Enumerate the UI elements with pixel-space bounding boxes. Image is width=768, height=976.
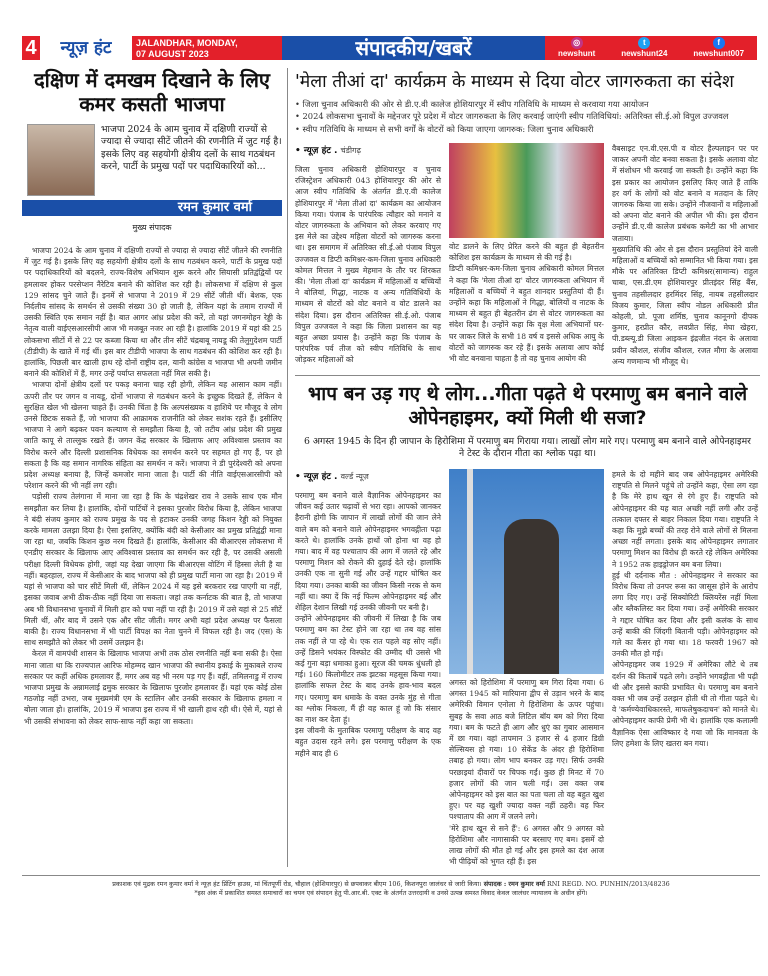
editorial-intro: भाजपा 2024 के आम चुनाव में दक्षिणी राज्यों से ज्यादा से ज्यादा सीटें जीतने की रणनीति में जुट गई है। इसके लिए वह सहयोगी क्षेत्रीय दलों के साथ गठबंधन करने, पार्टी के प्रमुख पदों पर पदाधिकारियों को... (101, 124, 282, 172)
column-divider (287, 68, 288, 867)
date-line2: 07 AUGUST 2023 (136, 49, 209, 59)
social-facebook[interactable] (693, 37, 744, 60)
story2-subtitle: 6 अगस्त 1945 के दिन ही जापान के हिरोशिमा में परमाणु बम गिराया गया। लाखों लोग मारे गए। परमाणु बम बनाने वाले ओपेनहाइमर ने टेस्ट के दौरान गीता का श्लोक पढ़ा था। (304, 435, 751, 460)
editorial-column (22, 68, 282, 867)
author-name: रमन कुमार वर्मा (22, 200, 282, 216)
social-handle: newshunt (557, 49, 596, 58)
paragraph: पड़ोसी राज्य तेलंगाना में माना जा रहा है कि के चंद्रशेखर राव ने उसके साथ एक मौन समझौता कर लिया है। हालांकि, दोनों पार्टियों ने इसका पुरजोर विरोध किया है, लेकिन भाजपा ने बंदी संजय कुमार को राज्य प्रमुख के पद से हटाकर उनकी जगह किशन रेड्डी को नियुक्त करके मामला उलझा दिया है। ऐसा इसलिए, क्योंकि बंदी को केसीआर का प्रमुख प्रतिद्वंद्वी माना जा रहा था, जबकि किशन कुछ नरम दिखते हैं। हालांकि, केसीआर की बीआरएस लोकसभा में एनडीए सरकार के खिलाफ आए अविश्वास प्रस्ताव का समर्थन कर रही है, पर उसकी असली परीक्षा दिल्ली विधेयक होगी, जहां यह देखा जाएगा कि बीआरएस वोटिंग में हिस्सा लेती है या नहीं। बहरहाल, राज्य में केसीआर के बाद भाजपा को ही प्रमुख पार्टी माना जा रहा है। 2019 में यहां से भाजपा को चार सीटें मिली थीं, लेकिन 2024 में यह इसे बरकरार रख पाएगी या नहीं, इसका जवाब अभी ठीक-ठीक नहीं दिया जा सकता। जहां तक कर्नाटक की बात है, तो भाजपा अब भी विधानसभा चुनावों में मिली हार को पचा नहीं पा रही है। 2019 में उसे यहां से 25 सीटें मिली थीं, और बाद में उसने एक और सीट जीती। मगर अभी यहां प्रदेश अध्यक्ष पर फैसला बाकी है। राज्य विधानसभा में भी पार्टी विपक्ष का नेता चुनने में विफल रही है। जद (एस) के साथ समझौते को लेकर भी उसमें उलझन है। (24, 492, 282, 648)
masthead (22, 36, 757, 60)
story2-col2: अगस्त को हिरोशिमा में परमाणु बम गिरा दिया गया। 6 अगस्त 1945 को मारियाना द्वीप से उड़ान भरने के बाद अमेरिकी विमान एनोला गे हिरोशिमा के ऊपर पहुंचा। सुबह के सवा आठ बजे लिटिल बॉय बम को गिरा दिया गया। बम के फटते ही आग और धुएं का गुबार आसमान में छा गया। वहां तापमान 3 हजार से 4 हजार डिग्री सेल्सियस हो गया। 10 सेकेंड के अंदर ही हिरोशिमा तबाह हो गया। लोग भाप बनकर उड़ गए। सिर्फ उनकी परछाइयां दीवारों पर चिपक गईं। कुछ ही मिनट में 70 हजार लोगों की जान चली गई। उस वक्त जब ओपेनहाइमर को इस बात का पता चला तो वह बहुत खुश हुए। पर यह खुशी ज्यादा वक्त नहीं ठहरी। वह फिर पश्चाताप की आग में जलने लगे। 'मेरे हाथ खून से सने हैं': 6 अगस्त और 9 अगस्त को हिरोशिमा और नागासाकी पर बरसाए गए बम। इसमें दो लाख लोगों की मौत हो गई और इस हमले का दंश आज भी पीढ़ियों को भुगत रही हैं। इस (449, 677, 604, 867)
social-links (545, 36, 757, 60)
story2-photo (449, 469, 604, 674)
story1-headline: 'मेला तीआं दा' कार्यक्रम के माध्यम से दिया वोटर जागरुकता का संदेश (295, 72, 734, 92)
story1-photo (449, 143, 604, 238)
paragraph: भाजपा 2024 के आम चुनाव में दक्षिणी राज्यों से ज्यादा से ज्यादा सीटें जीतने की रणनीति में जुट गई है। इसके लिए वह सहयोगी क्षेत्रीय दलों के साथ गठबंधन करने, पार्टी के प्रमुख पदों पर पदाधिकारियों को बदलने, राज्य-विशेष अभियान शुरू करने और सियासी प्रतिद्वंद्वियों पर हमलावर होकर परसेप्शन नैरेटिव बनाने की कोशिश कर रही है। लोकसभा में दक्षिण से कुल 129 सांसद चुने जाते हैं। इनमें से भाजपा ने 2019 में 29 सीटें जीती थीं। बेशक, एक निर्दलीय सांसद के समर्थन से उसकी संख्या 30 हो जाती है, लेकिन यहां के तमाम राज्यों में उसकी स्थिति एक समान नहीं है। बात आगर आंध्र प्रदेश की करें, तो यहां जगनमोहन रेड्डी के नेतृत्व वाली वाईएसआरसीपी आज भी मजबूत नजर आ रही है। हालांकि 2019 में यहां की 25 लोकसभा सीटों में से 22 पर कब्जा किया था और तीन सीटें चंद्रबाबू नायडू की तेलुगुदेशम पार्टी (टीडीपी) के खाते में गई थीं। इस बार टीडीपी भाजपा के साथ गठबंधन की कोशिश कर रही है। हालांकि, पिछली बार खाली हाथ रहे दोनों राष्ट्रीय दल, यानी कांग्रेस व भाजपा भी अपनी जमीन बनाने की कोशिशें में हैं, मगर उन्हें पर्याप्त सफलता नहीं मिल सकी है। (24, 246, 282, 379)
page-content (22, 68, 760, 867)
pole (467, 469, 473, 674)
figure-silhouette (504, 519, 559, 674)
bullet: • जिला चुनाव अधिकारी की ओर से डी.ए.वी कालेज होशियारपुर में स्वीप गतिविधि के माध्यम से करवाया गया आयोजन (295, 99, 649, 109)
author-title: मुख्य संपादक (132, 223, 172, 232)
paragraph: केरल में वामपंथी शासन के खिलाफ भाजपा अभी तक ठोस रणनीति नहीं बना सकी है। ऐसा माना जाता था कि राज्यपाल आरिफ मोहम्मद खान भाजपा की स्थानीय इकाई के मुकाबले राज्य सरकार पर कहीं अधिक हमलावर हैं, मगर अब वह भी नरम पड़ गए हैं। वहीं, तमिलनाडु में राज्य भाजपा प्रमुख के अन्नामलाई द्रमुक सरकार के खिलाफ पुरजोर हमलावर हैं। यहां एक कोई ठोस गठजोड़ नहीं उभरा, जब मुख्यमंत्री एम के स्टालिन और उनकी सरकार के खिलाफ हमला न बोला जाता हो। हालांकि, 2019 में भाजपा इस राज्य में भी खाली हाथ रही थी। ऐसे में, यहां से भी उसकी संभावना को लेकर साफ-साफ नहीं कहा जा सकता। (24, 649, 282, 726)
social-handle: newshunt007 (693, 49, 745, 58)
brand-logo: न्यूज़ हंट (40, 36, 132, 60)
story1-col3: वैबसाइट एन.वी.एस.पी व वोटर हैल्पलाइन पर पर जाकर अपनी वोट बनवा सकता है। इसके अलावा वोट में संशोधन भी करवाई जा सकती है। उन्होंने कहा कि इस प्रकार का आयोजन इसलिए किए जाते हैं ताकि हर वर्ग के लोगों को वोट बनाने व मतदान के लिए जागरुक किया जा सके। उन्होंने नौजवानों व महिलाओं को अपना वोट बनाने की अपील भी की। इस दौरान उन्होंने डी.ए.वी कालेज प्रबंधक कमेटी का भी आभार जताया। मुख्यातिथि की ओर से इस दौरान प्रस्तुतियां देने वाली महिलाओं व बच्चियों को सम्मानित भी किया गया। इस मौके पर अतिरिक्त डिप्टी कमिश्नर(सामान्य) राहुल चाबा, एस.डी.एम होशियारपुर प्रीतइंदर सिंह बैंस, चुनाव तहसीलदार हरमिंदर सिंह, नायब तहसीलदार विजय कुमार, जिला स्वीप नोडल अधिकारी प्रीत कोहली, प्रो. पूजा शर्मिष्ठ, चुनाव कानूनगो दीपक कुमार, हरप्रीत कौर, लवप्रीत सिंह, मेघा खेहरा, पी.डब्ल्यू.डी जिला आइकन इंद्रजीत नंदन के अलावा प्रवीन कौशल, संजीव कौशल, रजत मौगा के अलावा अन्य गणमान्य भी मौजूद थे। (612, 143, 758, 366)
editorial-headline: दक्षिण में दमखम दिखाने के लिए कमर कसती भाजपा (34, 68, 270, 116)
date-line1: JALANDHAR, MONDAY, (136, 38, 238, 48)
twitter-icon: t (638, 37, 650, 49)
story1-col1: जिला चुनाव अधिकारी होशियारपुर व चुनाव रजिस्ट्रेशन अधिकारी 043 होशियारपुर की ओर से आज स्वीप गतिविधि के अंतर्गत डी.ए.वी कालेज होशियारपुर में 'मेला तीआं दा' कार्यक्रम का आयोजन किया गया। पंजाब के पारंपरिक त्यौहार को मनाने व वोटर जागरुकता के अभियान को लेकर करवाए गए इस मेले का उद्देश्य महिला वोटरों को जागरुक करना था। इस समागम में अतिरिक्त सी.ई.ओ पंजाब विपुल उज्जवल व डिप्टी कमिश्नर-कम-जिला चुनाव अधिकारी कोमल मित्तल ने मुख्य मेहमान के तौर पर शिरकत की। 'मेला तीआं दा' कार्यक्रम में महिलाओं व बच्चियों ने बोलियां, गिद्धा, नाटक व अन्य गतिविधियों के माध्यम से वोटरों को वोट बनाने व वोट डालने का संदेश दिया। इस दौरान अतिरिक्त सी.ई.ओ. पंजाब विपुल उज्जवल ने कहा कि जिला प्रशासन का यह बहुत अच्छा प्रयास है। उन्होंने कहा कि पंजाब के पारंपरिक पर्व तीज को स्वीप गतिविधि के साथ जोड़कर महिलाओं को (295, 164, 441, 365)
instagram-icon: ◎ (571, 37, 583, 49)
story1-columns (295, 143, 760, 367)
news-column (295, 68, 760, 867)
story1-byline: • न्यूज़ हंट . चंडीगढ़ (295, 145, 362, 156)
story2-headline: भाप बन उड़ गए थे लोग...गीता पढ़ते थे परमाणु बम बनाने वाले ओपेनहाइमर, क्यों मिली थी सजा? (307, 382, 748, 429)
editorial-body (22, 245, 282, 727)
page-number: 4 (22, 36, 40, 60)
imprint (22, 875, 760, 898)
imprint-line2: *इस अंक में प्रकाशित समस्त समाचारों का चयन एवं संपादन हेतु पी.आर.बी. एक्ट के अंतर्गत उत्तरदायी व उनसे उत्पन्न समस्त विवाद केवल जालंधर न्यायालय के अधीन होंगे। (194, 889, 588, 898)
story1-col2: वोट डालने के लिए प्रेरित करने की बहुत ही बेहतरीन कोशिश इस कार्यक्रम के माध्यम से की गई है। डिप्टी कमिश्नर-कम-जिला चुनाव अधिकारी कोमल मित्तल ने कहा कि 'मेला तीआं दा' वोटर जागरुकता अभियान में महिलाओं व बच्चियों ने बहुत शानदार प्रस्तुतियां दी हैं। उन्होंने कहा कि महिलाओं ने गिद्धा, बोलियों व नाटक के माध्यम से बहुत ही बेहतरीन ढंग से वोटर जागरुकता का संदेश दिया है। उन्होंने कहा कि वृक्ष मेला अभियानों घर-घर जाकर जिले के सभी 18 वर्ष व इससे अधिक आयु के वोटरों को जागरुक कर रहे हैं। इसके अलावा आप कोई भी वोट बनवाना चाहता है तो वह चुनाव आयोग की (449, 241, 604, 363)
bullet: • स्वीप गतिविधि के माध्यम से सभी वर्गों के वोटरों को किया जाएगा जागरुक: जिला चुनाव अधिकारी (295, 123, 594, 134)
paragraph: भाजपा दोनों क्षेत्रीय दलों पर पकड़ बनाना चाह रही होगी, लेकिन यह आसान काम नहीं। ऊपरी तौर पर जगन व नायडू, दोनों भाजपा से गठबंधन करने के इच्छुक दिखते हैं, लेकिन वे सुरक्षित खेल भी खेलना चाहते हैं। उनकी चिंता है कि अल्पसंख्यक व हाशिये पर मौजूद वे लोग उनसे छिटक सकते हैं, जो भाजपा की आक्रामक राजनीति को लेकर सशंक रहते हैं। इसीलिए भाजपा ने आगे बढ़कर पवन कल्याण से समझौता किया है, जो तटीय आंध्र प्रदेश की प्रमुख जाति कापू से ताल्लुक रखते हैं। जगन केंद्र सरकार के खिलाफ आए अविश्वास प्रस्ताव का विरोध करने और दिल्ली प्रशासनिक विधेयक का समर्थन करने पर सहमत हो गए हैं, पर हो सकता है कि वह समान नागरिक संहिता का समर्थन न करें। भाजपा ने डी पुरंदेश्वरी को अपना प्रदेश अध्यक्ष बनाया है, जिन्हें कमजोर माना जाता है। पार्टी की नीति वाईएसआरसीपी को परेशान करने की भी नहीं लग रही। (24, 380, 282, 491)
story2-byline: • न्यूज़ हंट . वर्ल्ड न्यूज़ (295, 471, 369, 482)
imprint-line1: प्रकाशक एवं मुद्रक रमन कुमार वर्मा ने न्यूज़ हंट प्रिंटिंग हाउस, मां चिंतपूर्णी रोड, चौहाल (होशियारपुर) से छपवाकर बीएम 106, किशनपुरा जालंधर से जारी किया। संपादक : रमन कुमार वर्मा RNI REGD. NO. PUNHIN/2013/48236 (112, 880, 670, 889)
story2-col1: परमाणु बम बनाने वाले वैज्ञानिक ओपेनहाइमर का जीवन कई उतार चढ़ावों से भरा रहा। आपको जानकर हैरानी होगी कि जापान में लाखों लोगों की जान लेने वाले बम को बनाने वाले ओपेनहाइमर भगवद्गीता पढ़ा करते थे। हालांकि उनके हाथों जो होना था वह हो गया। बाद में वह पश्चाताप की आग में जलते रहे और परमाणु मिशन को रोकने की दुहाई देते रहे। हालांकि उनकी एक ना सुनी गई और उन्हें गद्दार घोषित कर दिया गया। उनका बाकी का जीवन किसी नरक से कम नहीं था। क्या दें कि नई फिल्म ओपेनहाइमर बई और शेहिल देशान लिखी गई उनकी जीवनी पर बनी है। उन्होंने ओपेनहाइमर की जीवनी में लिखा है कि जब परमाणु बम का टेस्ट होने जा रहा था तब वह सांस तक नहीं ले पा रहे थे। एक रात पहले वह सोए नहीं। उन्हें डिसने भयंकर विस्फोट की उम्मीद थी उससे भी कई गुना बड़ा धमाका हुआ। सूरज की चमक धुंधली हो गई। 160 किलोमीटर तक झटका महसूस किया गया। हालांकि सफल टेस्ट के बाद उनके हाव-भाव बदल गए। परमाणु बम धमाके के वक्त उनके मुंह से गीता का श्लोक निकला, मैं ही वह काल हूं जो कि संसार का नाश कर देता हूं। इस जीवनी के मुताबिक परमाणु परीक्षण के बाद वह बहुत उदास रहने लगे। इस परमाणु परीक्षण के एक महीने बाद ही 6 (295, 490, 441, 758)
section-title: संपादकीय/खबरें (282, 36, 545, 60)
bullet: • 2024 लोकसभा चुनावों के मद्देनजर पूरे प्रदेश में वोटर जागरुकता के लिए करवाई जाएंगी स्वीप गतिविधियां: अतिरिक्त सी.ई.ओ विपुल उज्जवल (295, 111, 729, 122)
social-handle: newshunt24 (621, 49, 668, 58)
editorial-intro-box (22, 124, 282, 196)
story1-bullets (295, 98, 760, 135)
story2-columns (295, 469, 760, 867)
social-twitter[interactable] (621, 37, 667, 60)
author-photo (27, 124, 95, 196)
social-instagram[interactable] (558, 37, 595, 60)
facebook-icon: f (713, 37, 725, 49)
story2-col3: हमले के दो महीने बाद जब ओपेनहाइमर अमेरिकी राष्ट्रपति से मिलने पहुंचे तो उन्होंने कहा, ऐसा लग रहा है कि मेरे हाथ खून से रंगे हुए हैं। राष्ट्रपति को ओपेनहाइमर की यह बात अच्छी नहीं लगी और उन्हें तत्काल दफ्तर से बाहर निकाल दिया गया। राष्ट्रपति ने कहा कि मुझे बच्चों की तरह रोने वाले लोगों से मिलना अच्छा नहीं लगता। इसके बाद ओपेनहाइमर लगातार परमाणु मिशन का विरोध ही करते रहे लेकिन अमेरिका ने 1952 तक हाइड्रोजन बम बना लिया। हुई थी दर्दनाक मौत : ओपेनहाइमर ने सरकार का विरोध किया तो उनपर रूस का जासूस होने के आरोप लगा दिए गए। उन्हें सिक्योरिटी क्लियरेंस नहीं मिला और ब्लैकलिस्ट कर दिया गया। उन्हें अमेरिकी सरकार ने गद्दार घोषित कर दिया और इसी कलंक के साथ उन्हें बाकी की जिंदगी बितानी पड़ी। ओपेनहाइमर को गले का कैंसर हो गया था। 18 फरवरी 1967 को उनकी मौत हो गई। ओपेनहाइमर जब 1929 में अमेरिका लौटे थे तब दर्शन की किताबें पढ़ते लगे। उन्होंने भगवद्गीता भी पढ़ी थी और इससे काफी प्रभावित थे। परमाणु बम बनाने वक्त भी जब उन्हें उलझन होती थी तो गीता पढ़ते थे। वे 'कर्मण्येवाधिकारस्ते, माफलेषुकदाचन' को मानते थे। ओपेनहाइमर काफी प्रेमी भी थे। हालांकि एक कलात्मी वैज्ञानिक ऐसा आविष्कार दे गया जो कि मानवता के लिए हमेशा के लिए खतरा बन गया। (612, 469, 758, 748)
dateline (132, 36, 282, 60)
story-divider (295, 375, 760, 376)
